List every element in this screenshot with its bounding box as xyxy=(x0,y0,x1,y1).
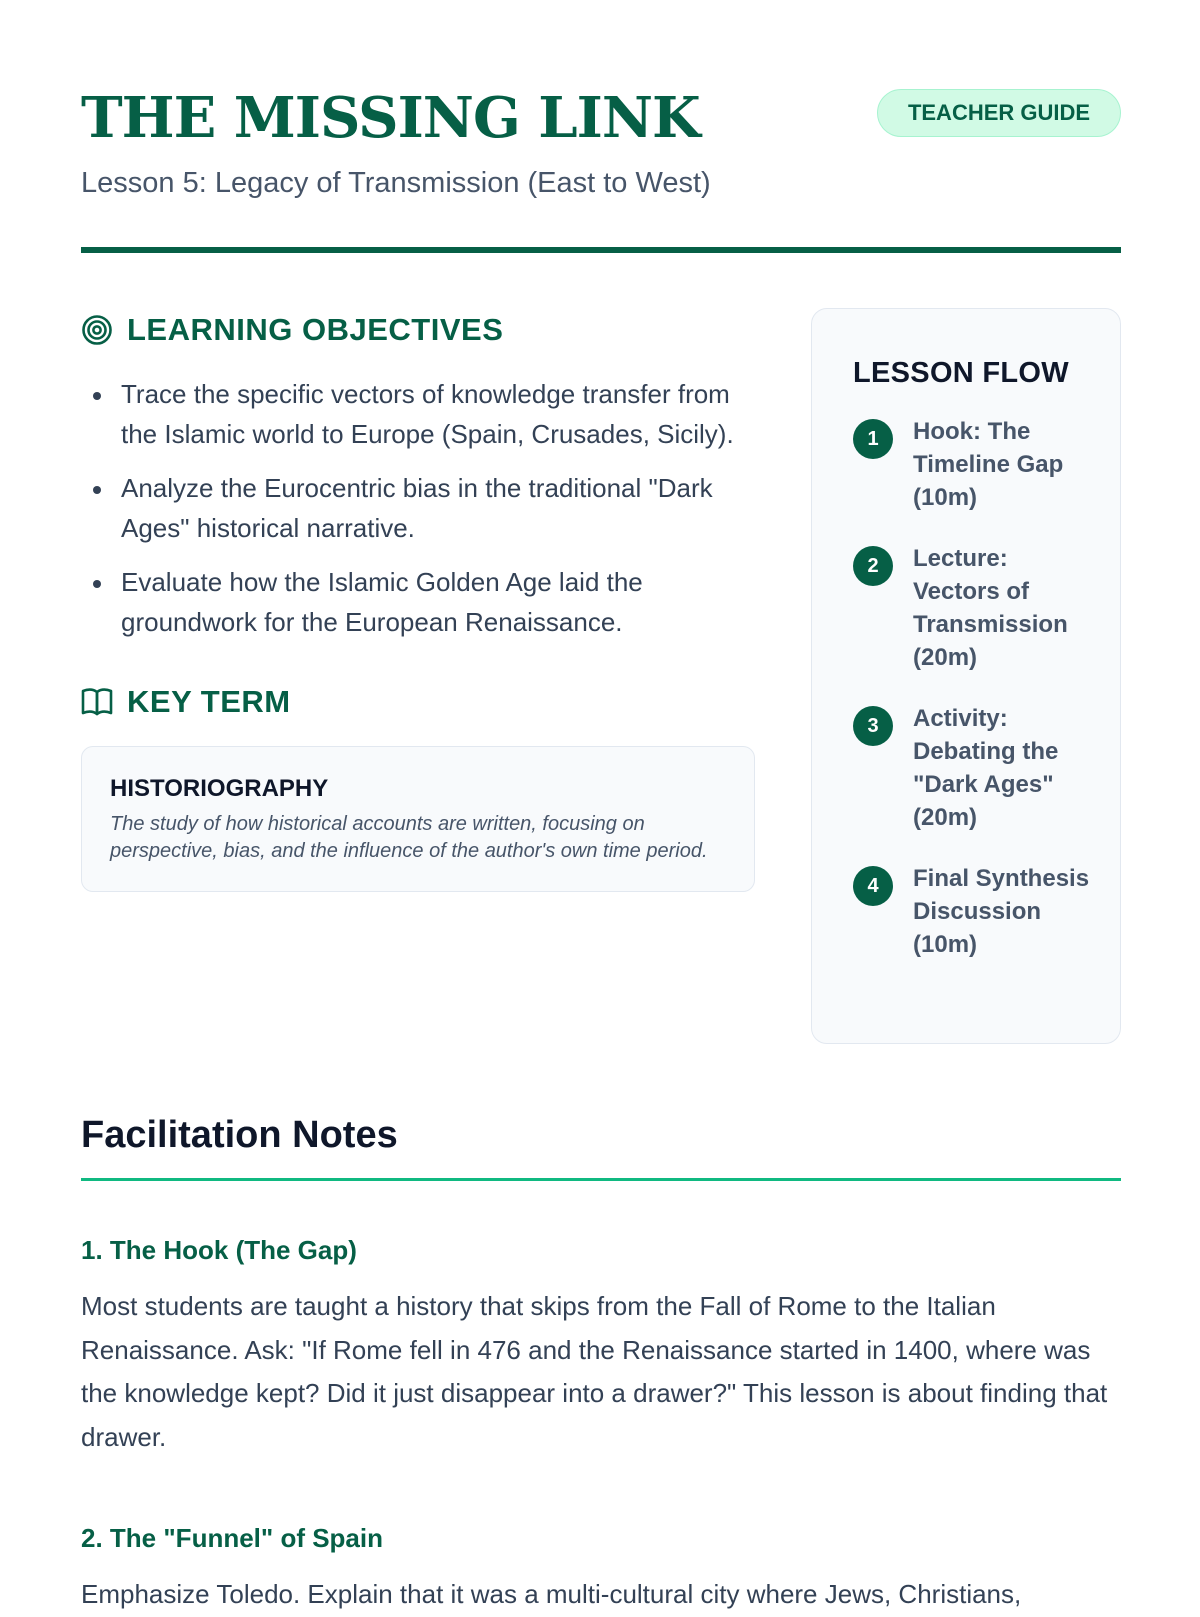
objective-item: Evaluate how the Islamic Golden Age laid the groundwork for the European Renaissance. xyxy=(81,562,755,642)
note-body: Emphasize Toledo. Explain that it was a multi-cultural city where Jews, Christians, xyxy=(81,1579,1022,1609)
target-icon xyxy=(81,314,113,346)
notes-title: Facilitation Notes xyxy=(81,1114,398,1156)
key-term-name: HISTORIOGRAPHY xyxy=(110,775,329,802)
lesson-flow-step xyxy=(853,542,1090,674)
teacher-guide-page xyxy=(81,0,1121,1609)
step-number-badge: 2 xyxy=(853,546,893,586)
objectives-heading-label: LEARNING OBJECTIVES xyxy=(127,312,504,347)
step-label: Lecture: Vectors of Transmission (20m) xyxy=(913,545,1068,671)
lesson-flow-step xyxy=(853,415,1090,514)
book-open-icon xyxy=(81,687,113,717)
page-title: THE MISSING LINK xyxy=(81,85,700,151)
objectives-heading xyxy=(81,310,755,350)
objectives-list xyxy=(81,374,755,642)
step-number-badge: 3 xyxy=(853,706,893,746)
objective-item: Trace the specific vectors of knowledge transfer from the Islamic world to Europe (Spain, Crusades, Sicily). xyxy=(81,374,755,454)
note-heading: 1. The Hook (The Gap) xyxy=(81,1235,357,1265)
key-term-heading xyxy=(81,682,755,722)
page-header xyxy=(81,0,1121,256)
teacher-guide-badge: TEACHER GUIDE xyxy=(877,89,1121,137)
key-term-definition: The study of how historical accounts are written, focusing on perspective, bias, and the influence of the author's own time period. xyxy=(110,813,708,862)
step-label: Hook: The Timeline Gap (10m) xyxy=(913,418,1064,511)
step-label: Activity: Debating the "Dark Ages" (20m) xyxy=(913,705,1059,831)
step-number-badge: 4 xyxy=(853,866,893,906)
left-column xyxy=(81,310,755,892)
note-heading: 2. The "Funnel" of Spain xyxy=(81,1523,383,1553)
header-divider xyxy=(81,247,1121,253)
lesson-flow-card xyxy=(811,308,1121,1044)
facilitation-notes xyxy=(81,1110,1121,1617)
step-number-badge: 1 xyxy=(853,419,893,459)
key-term-heading-label: KEY TERM xyxy=(127,684,291,719)
lesson-flow-step xyxy=(853,702,1090,834)
note-body: Most students are taught a history that skips from the Fall of Rome to the Italian Renaissance. Ask: "If Rome fell in 476 and the Renaissance started in 1400, where was the knowledge kept? Did it just disappear into a drawer?" This lesson is about finding that drawer. xyxy=(81,1291,1108,1452)
lesson-flow-step xyxy=(853,862,1090,961)
objective-item: Analyze the Eurocentric bias in the traditional "Dark Ages" historical narrative. xyxy=(81,468,755,548)
notes-divider xyxy=(81,1178,1121,1181)
key-term-card xyxy=(81,746,755,892)
lesson-flow-title: LESSON FLOW xyxy=(853,357,1069,389)
step-label: Final Synthesis Discussion (10m) xyxy=(913,865,1090,958)
lesson-flow-steps xyxy=(853,415,1090,961)
lesson-subtitle: Lesson 5: Legacy of Transmission (East to West) xyxy=(81,167,711,199)
